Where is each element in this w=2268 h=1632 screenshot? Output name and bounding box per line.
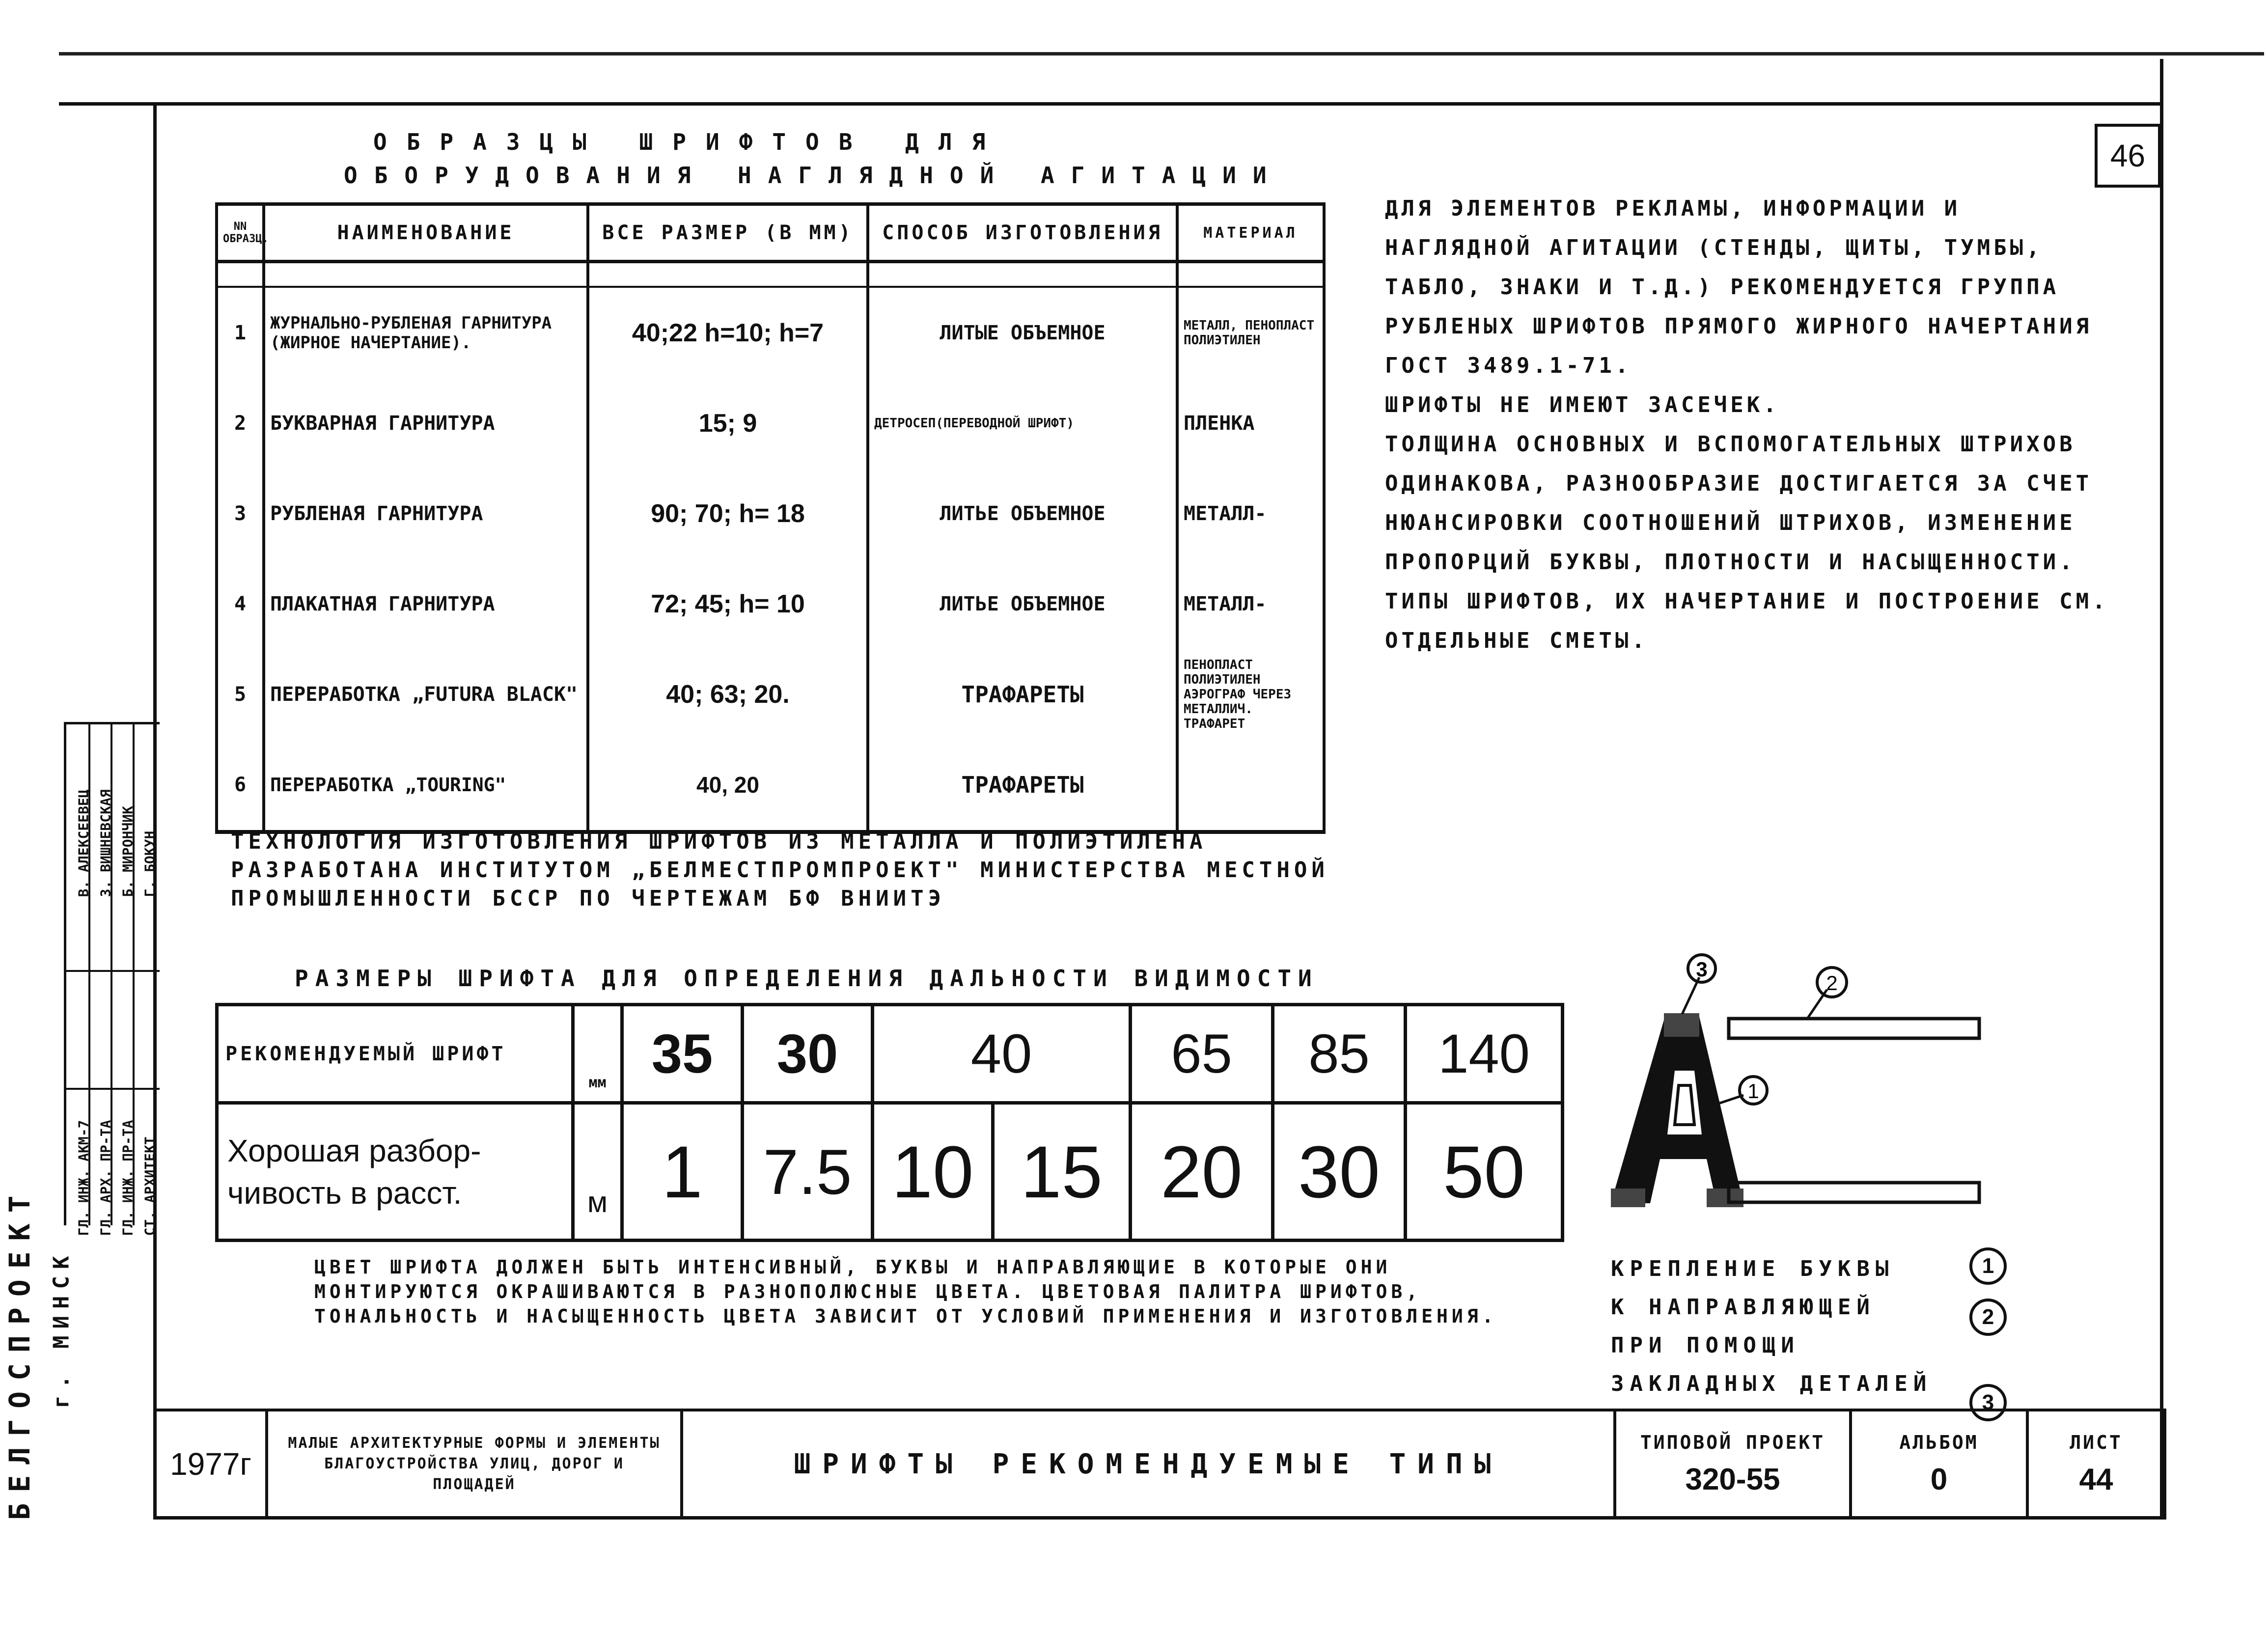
side-stamp-role-1: ГЛ. ИНЖ. АКМ-7: [75, 1120, 92, 1236]
row-size: 15; 9: [588, 378, 868, 469]
row-name: ПЕРЕРАБОТКА „FUTURA BLACK": [264, 649, 588, 740]
row-number: 2: [217, 378, 264, 469]
sheet-label: ЛИСТ: [2070, 1431, 2123, 1453]
row-method: ТРАФАРЕТЫ: [868, 649, 1177, 740]
readable-distance-row: [217, 1103, 1563, 1241]
readable-distance-label-line2: чивость в расст.: [227, 1175, 462, 1211]
table-row: [217, 740, 1324, 832]
project-label: ТИПОВОЙ ПРОЕКТ: [1640, 1431, 1825, 1453]
row-material: [1177, 740, 1324, 832]
side-stamp-name-3: Б. МИРОНЧИК: [119, 806, 136, 897]
side-stamp-role-2: ГЛ. АРХ. ПР-ТА: [97, 1120, 114, 1236]
table-row: [217, 649, 1324, 740]
distance-cell: 50: [1406, 1103, 1563, 1241]
legend-mark-1: 1: [1969, 1247, 2007, 1285]
title-block-title: ШРИФТЫ РЕКОМЕНДУЕМЫЕ ТИПЫ: [682, 1410, 1615, 1518]
table-spacer-row: [217, 262, 1324, 287]
legend-mark-2: 2: [1969, 1299, 2007, 1336]
project-number: 320-55: [1685, 1462, 1780, 1496]
sheet-number: 44: [2079, 1462, 2113, 1496]
description-paragraph-4: ТИПЫ ШРИФТОВ, ИХ НАЧЕРТАНИЕ И ПОСТРОЕНИЕ СМ. ОТДЕЛЬНЫЕ СМЕТЫ.: [1385, 589, 2109, 653]
letter-mounting-diagram: [1596, 948, 2156, 1213]
title-block-album: [1851, 1410, 2027, 1518]
album-number: 0: [1930, 1462, 1948, 1496]
font-samples-table: [215, 202, 1326, 834]
row-material: МЕТАЛЛ, ПЕНОПЛАСТ ПОЛИЭТИЛЕН: [1177, 287, 1324, 378]
title-block-year: 1977г: [155, 1410, 267, 1518]
side-stamp-org: БЕЛГОСПРОЕКТ: [3, 1185, 36, 1521]
distance-cell: 30: [1273, 1103, 1406, 1241]
legend-line-1: КРЕПЛЕНИЕ БУКВЫ: [1611, 1256, 1895, 1281]
visibility-sizes-table: [215, 1003, 1564, 1242]
table-row: [217, 469, 1324, 559]
sizes-table-title: РАЗМЕРЫ ШРИФТА ДЛЯ ОПРЕДЕЛЕНИЯ ДАЛЬНОСТИ ВИДИМОСТИ: [295, 965, 1319, 992]
svg-text:2: 2: [1826, 971, 1838, 995]
distance-cell: 7.5: [743, 1103, 873, 1241]
title-block-project: [1615, 1410, 1851, 1518]
row-method: ЛИТЫЕ ОБЪЕМНОЕ: [868, 287, 1177, 378]
row-material: ПЛЕНКА: [1177, 378, 1324, 469]
col-header-name: НАИМЕНОВАНИЕ: [264, 204, 588, 262]
row-name: ПЛАКАТНАЯ ГАРНИТУРА: [264, 559, 588, 649]
guide-rail-top: [1729, 1019, 1979, 1038]
right-description: [1385, 189, 2112, 661]
row-method: ЛИТЬЕ ОБЪЕМНОЕ: [868, 559, 1177, 649]
legend-line-4: ЗАКЛАДНЫХ ДЕТАЛЕЙ: [1611, 1371, 1933, 1396]
side-stamp-role-4: СТ. АРХИТЕКТ: [141, 1136, 158, 1236]
col-header-number: NN ОБРАЗЦ.: [217, 204, 264, 262]
description-paragraph-3: ТОЛЩИНА ОСНОВНЫХ И ВСПОМОГАТЕЛЬНЫХ ШТРИХОВ ОДИНАКОВА, РАЗНООБРАЗИЕ ДОСТИГАЕТСЯ ЗА СЧЕТ НЮАНСИРОВКИ СООТНОШЕНИЙ ШТРИХОВ, ИЗМЕНЕНИЕ ПРОПОРЦИЙ БУКВЫ, ПЛОТНОСТИ И НАСЫЩЕННОСТИ.: [1385, 432, 2093, 575]
row-name: РУБЛЕНАЯ ГАРНИТУРА: [264, 469, 588, 559]
embedded-part-bottom-left: [1611, 1189, 1645, 1207]
row-number: 4: [217, 559, 264, 649]
row-material: ПЕНОПЛАСТ ПОЛИЭТИЛЕН АЭРОГРАФ ЧЕРЕЗ МЕТАЛЛИЧ. ТРАФАРЕТ: [1177, 649, 1324, 740]
readable-distance-label: [217, 1103, 573, 1241]
row-method: ДЕТРОСЕП(ПЕРЕВОДНОЙ ШРИФТ): [868, 378, 1177, 469]
legend-line-3: ПРИ ПОМОЩИ: [1611, 1333, 1800, 1358]
color-note: ЦВЕТ ШРИФТА ДОЛЖЕН БЫТЬ ИНТЕНСИВНЫЙ, БУКВЫ И НАПРАВЛЯЮЩИЕ В КОТОРЫЕ ОНИ МОНТИРУЮТСЯ ОКРАШИВАЮТСЯ В РАЗНОПОЛЮСНЫЕ ЦВЕТА. ЦВЕТОВАЯ ПАЛИТРА ШРИФТОВ, ТОНАЛЬНОСТЬ И НАСЫЩЕННОСТЬ ЦВЕТА ЗАВИСИТ ОТ УСЛОВИЙ ПРИМЕНЕНИЯ И ИЗГОТОВЛЕНИЯ.: [314, 1256, 1497, 1327]
unit-mm: мм: [573, 1005, 622, 1103]
side-stamp-role-3: ГЛ. ИНЖ. ПР-ТА: [119, 1120, 136, 1236]
album-label: АЛЬБОМ: [1899, 1431, 1979, 1453]
table-header-row: [217, 204, 1324, 262]
distance-cell: 10: [873, 1103, 993, 1241]
row-size: 72; 45; h= 10: [588, 559, 868, 649]
legend-mark-3: 3: [1969, 1384, 2007, 1421]
font-size-cell: 85: [1273, 1005, 1406, 1103]
legend-line-2: К НАПРАВЛЯЮЩЕЙ: [1611, 1295, 1876, 1320]
embedded-part-bottom-right: [1707, 1189, 1743, 1207]
font-size-cell: 35: [622, 1005, 743, 1103]
technology-note: ТЕХНОЛОГИЯ ИЗГОТОВЛЕНИЯ ШРИФТОВ ИЗ МЕТАЛЛА И ПОЛИЭТИЛЕНА РАЗРАБОТАНА ИНСТИТУТОМ „БЕЛМЕСТПРОМПРОЕКТ" МИНИСТЕРСТВА МЕСТНОЙ ПРОМЫШЛЕННОСТИ БССР ПО ЧЕРТЕЖАМ БФ ВНИИТЭ: [231, 829, 1329, 911]
guide-rail-bottom: [1729, 1183, 1979, 1202]
row-size: 40;22 h=10; h=7: [588, 287, 868, 378]
table-row: [217, 559, 1324, 649]
side-stamp-name-4: Г. БОКУН: [141, 830, 158, 897]
table-row: [217, 287, 1324, 378]
heading-line2: ОБОРУДОВАНИЯ НАГЛЯДНОЙ АГИТАЦИИ: [344, 162, 1283, 189]
table-row: [217, 378, 1324, 469]
row-method: ЛИТЬЕ ОБЪЕМНОЕ: [868, 469, 1177, 559]
top-edge-line: [59, 52, 2264, 55]
frame-top-line: [59, 102, 2163, 106]
side-stamp-name-1: В. АЛЕКСЕЕВЕЦ: [75, 789, 92, 897]
row-size: 90; 70; h= 18: [588, 469, 868, 559]
title-block: [153, 1409, 2166, 1520]
row-number: 5: [217, 649, 264, 740]
font-size-cell: 30: [743, 1005, 873, 1103]
legend-marks: [1969, 1247, 2004, 1421]
side-stamp-name-2: З. ВИШНЕВСКАЯ: [97, 789, 114, 897]
col-header-size: ВСЕ РАЗМЕР (В ММ): [588, 204, 868, 262]
row-number: 1: [217, 287, 264, 378]
font-size-cell: 140: [1406, 1005, 1563, 1103]
distance-cell: 15: [993, 1103, 1131, 1241]
heading-line1: ОБРАЗЦЫ ШРИФТОВ ДЛЯ: [373, 129, 1005, 155]
row-name: ПЕРЕРАБОТКА „TOURING": [264, 740, 588, 832]
col-header-material: МАТЕРИАЛ: [1177, 204, 1324, 262]
title-block-series: МАЛЫЕ АРХИТЕКТУРНЫЕ ФОРМЫ И ЭЛЕМЕНТЫ БЛАГОУСТРОЙСТВА УЛИЦ, ДОРОГ И ПЛОЩАДЕЙ: [267, 1410, 682, 1518]
row-name: БУКВАРНАЯ ГАРНИТУРА: [264, 378, 588, 469]
unit-m: м: [573, 1103, 622, 1241]
row-material: МЕТАЛЛ-: [1177, 559, 1324, 649]
description-paragraph-1: ДЛЯ ЭЛЕМЕНТОВ РЕКЛАМЫ, ИНФОРМАЦИИ И НАГЛЯДНОЙ АГИТАЦИИ (СТЕНДЫ, ЩИТЫ, ТУМБЫ, ТАБЛО, ЗНАКИ И Т.Д.) РЕКОМЕНДУЕТСЯ ГРУППА РУБЛЕНЫХ ШРИФТОВ ПРЯМОГО ЖИРНОГО НАЧЕРТАНИЯ ГОСТ 3489.1-71.: [1385, 196, 2093, 378]
row-method: ТРАФАРЕТЫ: [868, 740, 1177, 832]
readable-distance-label-line1: Хорошая разбор-: [227, 1133, 481, 1168]
row-size: 40, 20: [588, 740, 868, 832]
row-number: 6: [217, 740, 264, 832]
row-name: ЖУРНАЛЬНО-РУБЛЕНАЯ ГАРНИТУРА (ЖИРНОЕ НАЧЕРТАНИЕ).: [264, 287, 588, 378]
svg-text:1: 1: [1747, 1079, 1759, 1103]
row-material: МЕТАЛЛ-: [1177, 469, 1324, 559]
font-size-cell: 40: [873, 1005, 1131, 1103]
letter-a-shape: [1611, 1017, 1743, 1203]
description-paragraph-2: ШРИФТЫ НЕ ИМЕЮТ ЗАСЕЧЕК.: [1385, 392, 1780, 417]
title-block-sheet: [2027, 1410, 2165, 1518]
row-size: 40; 63; 20.: [588, 649, 868, 740]
row-number: 3: [217, 469, 264, 559]
sheet-badge: 46: [2095, 124, 2161, 188]
recommended-font-row: [217, 1005, 1563, 1103]
col-header-method: СПОСОБ ИЗГОТОВЛЕНИЯ: [868, 204, 1177, 262]
font-size-cell: 65: [1131, 1005, 1273, 1103]
distance-cell: 1: [622, 1103, 743, 1241]
distance-cell: 20: [1131, 1103, 1273, 1241]
side-stamp-city: г. МИНСК: [49, 1249, 74, 1409]
recommended-font-label: РЕКОМЕНДУЕМЫЙ ШРИФТ: [217, 1005, 573, 1103]
frame-right-line: [2160, 59, 2163, 1520]
svg-text:3: 3: [1696, 958, 1708, 981]
embedded-part-top: [1664, 1013, 1699, 1037]
